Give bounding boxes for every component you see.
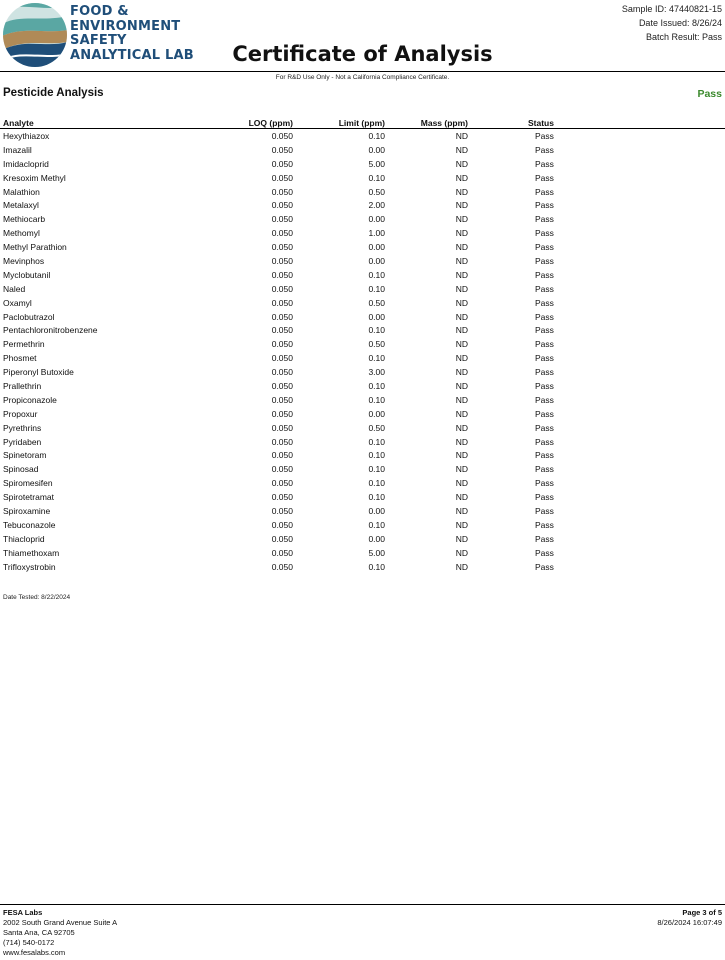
- analyte-cell: Pentachloronitrobenzene: [3, 325, 98, 336]
- status-cell: Pass: [535, 144, 554, 155]
- mass-cell: ND: [455, 478, 468, 489]
- analyte-cell: Thiacloprid: [3, 533, 45, 544]
- table-row: [0, 366, 725, 380]
- analyte-cell: Permethrin: [3, 339, 45, 350]
- footer-page-info: [657, 908, 722, 928]
- mass-cell: ND: [455, 519, 468, 530]
- limit-cell: 0.10: [368, 283, 385, 294]
- analyte-cell: Naled: [3, 283, 26, 294]
- loq-cell: 0.050: [271, 478, 293, 489]
- limit-cell: 0.10: [368, 450, 385, 461]
- loq-cell: 0.050: [271, 269, 293, 280]
- section-title: Pesticide Analysis: [3, 87, 104, 99]
- page-title: Certificate of Analysis: [232, 42, 493, 66]
- status-cell: Pass: [535, 464, 554, 475]
- limit-cell: 0.10: [368, 561, 385, 572]
- print-timestamp: 8/26/2024 16:07:49: [657, 918, 722, 927]
- status-cell: Pass: [535, 297, 554, 308]
- table-row: [0, 380, 725, 394]
- analyte-cell: Spinosad: [3, 464, 39, 475]
- footer-address-line-2: Santa Ana, CA 92705: [3, 928, 75, 937]
- mass-cell: ND: [455, 436, 468, 447]
- footer-company: FESA Labs: [3, 908, 43, 917]
- loq-cell: 0.050: [271, 158, 293, 169]
- analyte-cell: Methomyl: [3, 228, 40, 239]
- analyte-cell: Pyridaben: [3, 436, 42, 447]
- analyte-cell: Spiroxamine: [3, 506, 51, 517]
- mass-cell: ND: [455, 450, 468, 461]
- analyte-cell: Paclobutrazol: [3, 311, 55, 322]
- table-row: [0, 547, 725, 561]
- loq-cell: 0.050: [271, 186, 293, 197]
- status-cell: Pass: [535, 228, 554, 239]
- status-cell: Pass: [535, 422, 554, 433]
- analyte-cell: Tebuconazole: [3, 519, 56, 530]
- table-header-divider: [0, 128, 725, 129]
- status-cell: Pass: [535, 394, 554, 405]
- table-row: [0, 505, 725, 519]
- table-row: [0, 213, 725, 227]
- analyte-cell: Piperonyl Butoxide: [3, 367, 74, 378]
- table-row: [0, 519, 725, 533]
- status-cell: Pass: [535, 131, 554, 141]
- table-row: [0, 283, 725, 297]
- table-row: [0, 352, 725, 366]
- loq-cell: 0.050: [271, 283, 293, 294]
- mass-cell: ND: [455, 408, 468, 419]
- logo-line-4: ANALYTICAL LAB: [70, 47, 194, 63]
- logo-line-1: FOOD &: [70, 4, 129, 19]
- status-cell: Pass: [535, 381, 554, 392]
- limit-cell: 0.10: [368, 436, 385, 447]
- mass-cell: ND: [455, 214, 468, 225]
- status-cell: Pass: [535, 325, 554, 336]
- mass-cell: ND: [455, 464, 468, 475]
- mass-cell: ND: [455, 547, 468, 558]
- mass-cell: ND: [455, 561, 468, 572]
- analyte-cell: Metalaxyl: [3, 200, 39, 211]
- loq-cell: 0.050: [271, 242, 293, 253]
- table-row: [0, 408, 725, 422]
- status-cell: Pass: [535, 353, 554, 364]
- loq-cell: 0.050: [271, 367, 293, 378]
- status-cell: Pass: [535, 339, 554, 350]
- mass-cell: ND: [455, 353, 468, 364]
- table-row: [0, 491, 725, 505]
- table-row: [0, 561, 725, 575]
- loq-cell: 0.050: [271, 311, 293, 322]
- mass-cell: ND: [455, 311, 468, 322]
- page-number: Page 3 of 5: [682, 908, 722, 917]
- mass-cell: ND: [455, 367, 468, 378]
- loq-cell: 0.050: [271, 547, 293, 558]
- analyte-cell: Methyl Parathion: [3, 242, 67, 253]
- col-header-analyte: Analyte: [3, 118, 34, 128]
- mass-cell: ND: [455, 131, 468, 141]
- mass-cell: ND: [455, 283, 468, 294]
- limit-cell: 0.00: [368, 144, 385, 155]
- sample-meta: [622, 2, 722, 44]
- mass-cell: ND: [455, 158, 468, 169]
- loq-cell: 0.050: [271, 339, 293, 350]
- status-cell: Pass: [535, 547, 554, 558]
- loq-cell: 0.050: [271, 172, 293, 183]
- status-cell: Pass: [535, 172, 554, 183]
- limit-cell: 0.10: [368, 381, 385, 392]
- status-cell: Pass: [535, 408, 554, 419]
- loq-cell: 0.050: [271, 450, 293, 461]
- footer-website: www.fesalabs.com: [3, 948, 66, 957]
- col-header-limit: Limit (ppm): [338, 118, 385, 128]
- analyte-cell: Oxamyl: [3, 297, 32, 308]
- analyte-cell: Phosmet: [3, 353, 37, 364]
- limit-cell: 0.50: [368, 339, 385, 350]
- table-row: [0, 477, 725, 491]
- table-row: [0, 158, 725, 172]
- limit-cell: 0.10: [368, 353, 385, 364]
- loq-cell: 0.050: [271, 131, 293, 141]
- mass-cell: ND: [455, 172, 468, 183]
- results-table: [0, 130, 725, 575]
- loq-cell: 0.050: [271, 464, 293, 475]
- footer-phone: (714) 540-0172: [3, 938, 55, 947]
- analyte-cell: Thiamethoxam: [3, 547, 60, 558]
- table-row: [0, 533, 725, 547]
- table-row: [0, 130, 725, 144]
- status-cell: Pass: [535, 256, 554, 267]
- col-header-mass: Mass (ppm): [420, 118, 468, 128]
- loq-cell: 0.050: [271, 256, 293, 267]
- table-row: [0, 463, 725, 477]
- limit-cell: 0.10: [368, 131, 385, 141]
- status-cell: Pass: [535, 450, 554, 461]
- analyte-cell: Prallethrin: [3, 381, 42, 392]
- mass-cell: ND: [455, 242, 468, 253]
- mass-cell: ND: [455, 339, 468, 350]
- batch-result: Batch Result: Pass: [645, 32, 722, 42]
- mass-cell: ND: [455, 144, 468, 155]
- mass-cell: ND: [455, 186, 468, 197]
- table-row: [0, 144, 725, 158]
- limit-cell: 0.50: [368, 422, 385, 433]
- section-result: Pass: [697, 88, 722, 100]
- analyte-cell: Myclobutanil: [3, 269, 51, 280]
- limit-cell: 0.10: [368, 492, 385, 503]
- mass-cell: ND: [455, 381, 468, 392]
- analyte-cell: Imazalil: [3, 144, 32, 155]
- table-row: [0, 269, 725, 283]
- status-cell: Pass: [535, 186, 554, 197]
- analyte-cell: Propoxur: [3, 408, 38, 419]
- loq-cell: 0.050: [271, 519, 293, 530]
- limit-cell: 3.00: [368, 367, 385, 378]
- loq-cell: 0.050: [271, 297, 293, 308]
- loq-cell: 0.050: [271, 561, 293, 572]
- loq-cell: 0.050: [271, 214, 293, 225]
- mass-cell: ND: [455, 492, 468, 503]
- limit-cell: 0.00: [368, 408, 385, 419]
- analyte-cell: Hexythiazox: [3, 131, 50, 141]
- limit-cell: 2.00: [368, 200, 385, 211]
- analyte-cell: Pyrethrins: [3, 422, 42, 433]
- mass-cell: ND: [455, 256, 468, 267]
- table-row: [0, 436, 725, 450]
- table-row: [0, 324, 725, 338]
- table-row: [0, 255, 725, 269]
- limit-cell: 5.00: [368, 547, 385, 558]
- table-row: [0, 297, 725, 311]
- mass-cell: ND: [455, 269, 468, 280]
- limit-cell: 0.00: [368, 256, 385, 267]
- status-cell: Pass: [535, 492, 554, 503]
- col-header-loq: LOQ (ppm): [248, 118, 293, 128]
- date-tested: Date Tested: 8/22/2024: [3, 594, 71, 601]
- table-row: [0, 449, 725, 463]
- loq-cell: 0.050: [271, 228, 293, 239]
- status-cell: Pass: [535, 283, 554, 294]
- logo-line-3: SAFETY: [70, 33, 127, 48]
- disclaimer: For R&D Use Only - Not a California Compliance Certificate.: [275, 74, 450, 81]
- loq-cell: 0.050: [271, 394, 293, 405]
- mass-cell: ND: [455, 228, 468, 239]
- footer-address: [3, 908, 117, 958]
- status-cell: Pass: [535, 311, 554, 322]
- status-cell: Pass: [535, 561, 554, 572]
- table-row: [0, 172, 725, 186]
- loq-cell: 0.050: [271, 200, 293, 211]
- loq-cell: 0.050: [271, 144, 293, 155]
- analyte-cell: Mevinphos: [3, 256, 45, 267]
- analyte-cell: Spiromesifen: [3, 478, 53, 489]
- table-row: [0, 186, 725, 200]
- status-cell: Pass: [535, 478, 554, 489]
- status-cell: Pass: [535, 214, 554, 225]
- limit-cell: 0.00: [368, 311, 385, 322]
- limit-cell: 0.00: [368, 533, 385, 544]
- mass-cell: ND: [455, 422, 468, 433]
- loq-cell: 0.050: [271, 353, 293, 364]
- limit-cell: 0.10: [368, 269, 385, 280]
- logo-line-2: ENVIRONMENT: [70, 18, 181, 34]
- loq-cell: 0.050: [271, 408, 293, 419]
- loq-cell: 0.050: [271, 436, 293, 447]
- status-cell: Pass: [535, 269, 554, 280]
- analyte-cell: Propiconazole: [3, 394, 57, 405]
- mass-cell: ND: [455, 394, 468, 405]
- table-row: [0, 311, 725, 325]
- analyte-cell: Spirotetramat: [3, 492, 55, 503]
- mass-cell: ND: [455, 325, 468, 336]
- status-cell: Pass: [535, 200, 554, 211]
- loq-cell: 0.050: [271, 533, 293, 544]
- table-row: [0, 338, 725, 352]
- table-row: [0, 422, 725, 436]
- status-cell: Pass: [535, 242, 554, 253]
- limit-cell: 1.00: [368, 228, 385, 239]
- limit-cell: 5.00: [368, 158, 385, 169]
- status-cell: Pass: [535, 158, 554, 169]
- footer-divider: [0, 904, 725, 905]
- status-cell: Pass: [535, 436, 554, 447]
- analyte-cell: Malathion: [3, 186, 40, 197]
- limit-cell: 0.10: [368, 464, 385, 475]
- loq-cell: 0.050: [271, 492, 293, 503]
- header-divider: [0, 71, 725, 72]
- limit-cell: 0.10: [368, 394, 385, 405]
- limit-cell: 0.00: [368, 214, 385, 225]
- table-row: [0, 241, 725, 255]
- sample-id: Sample ID: 47440821-15: [621, 4, 722, 14]
- status-cell: Pass: [535, 519, 554, 530]
- col-header-status: Status: [528, 118, 554, 128]
- date-issued: Date Issued: 8/26/24: [638, 18, 722, 28]
- mass-cell: ND: [455, 506, 468, 517]
- loq-cell: 0.050: [271, 381, 293, 392]
- analyte-cell: Methiocarb: [3, 214, 46, 225]
- limit-cell: 0.10: [368, 325, 385, 336]
- mass-cell: ND: [455, 533, 468, 544]
- table-row: [0, 394, 725, 408]
- loq-cell: 0.050: [271, 422, 293, 433]
- table-row: [0, 227, 725, 241]
- status-cell: Pass: [535, 533, 554, 544]
- analyte-cell: Imidacloprid: [3, 158, 49, 169]
- limit-cell: 0.00: [368, 506, 385, 517]
- loq-cell: 0.050: [271, 325, 293, 336]
- loq-cell: 0.050: [271, 506, 293, 517]
- limit-cell: 0.10: [368, 519, 385, 530]
- table-row: [0, 199, 725, 213]
- footer-address-line-1: 2002 South Grand Avenue Suite A: [3, 918, 118, 927]
- analyte-cell: Trifloxystrobin: [3, 561, 56, 572]
- analyte-cell: Kresoxim Methyl: [3, 172, 66, 183]
- mass-cell: ND: [455, 297, 468, 308]
- limit-cell: 0.50: [368, 186, 385, 197]
- status-cell: Pass: [535, 367, 554, 378]
- limit-cell: 0.50: [368, 297, 385, 308]
- limit-cell: 0.10: [368, 478, 385, 489]
- limit-cell: 0.00: [368, 242, 385, 253]
- status-cell: Pass: [535, 506, 554, 517]
- limit-cell: 0.10: [368, 172, 385, 183]
- analyte-cell: Spinetoram: [3, 450, 47, 461]
- mass-cell: ND: [455, 200, 468, 211]
